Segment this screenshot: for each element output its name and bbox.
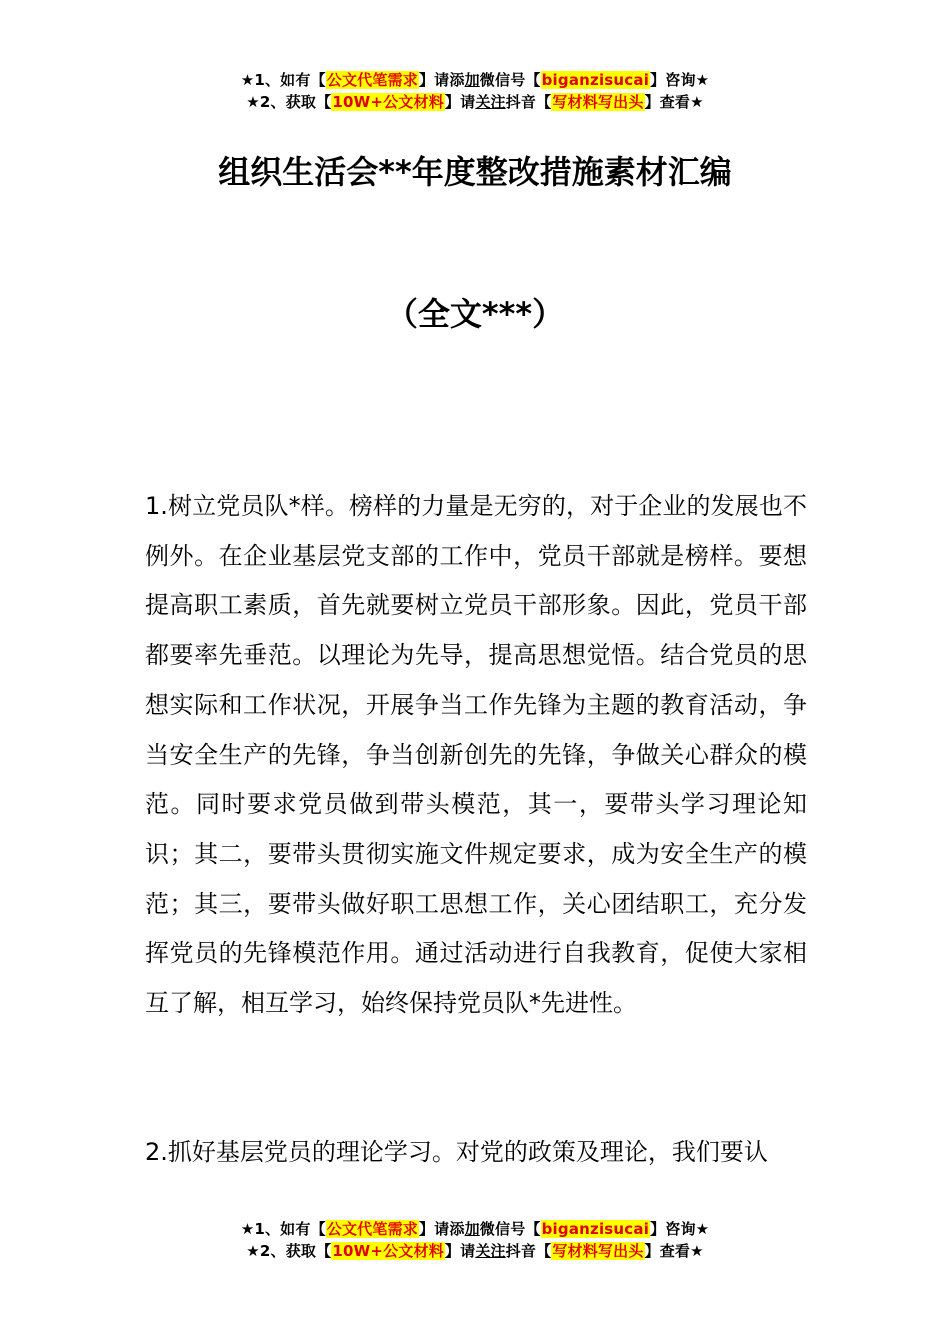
banner-text: 】请添 — [418, 71, 465, 89]
banner-text: 抖音【 — [505, 93, 552, 111]
banner-text-underlined: 关注 — [475, 93, 506, 111]
banner-text: 】查看★ — [644, 1242, 704, 1260]
banner-text: ★2、获取【 — [246, 1242, 332, 1260]
highlight-materials: 10W+公文材料 — [332, 93, 444, 111]
banner-line-2 — [0, 91, 950, 113]
banner-text: 微信号【 — [479, 1220, 541, 1238]
banner-text: 】查看★ — [644, 93, 704, 111]
highlight-douyin: 写材料写出头 — [552, 1242, 644, 1260]
banner-text: 】请添 — [418, 1220, 465, 1238]
highlight-materials: 10W+公文材料 — [332, 1242, 444, 1260]
banner-text: 】请 — [444, 93, 476, 111]
banner-text: 】请 — [444, 1242, 476, 1260]
highlight-wechat-id: biganzisucai — [541, 1220, 650, 1238]
banner-text: 抖音【 — [505, 1242, 552, 1260]
banner-text: ★1、如有【 — [240, 71, 326, 89]
highlight-service: 公文代笔需求 — [326, 1220, 418, 1238]
banner-line-2 — [0, 1240, 950, 1262]
banner-line-1 — [0, 1218, 950, 1240]
banner-text: 】咨询★ — [650, 1220, 710, 1238]
highlight-douyin: 写材料写出头 — [552, 93, 644, 111]
banner-text: 】咨询★ — [650, 71, 710, 89]
banner-text-underlined: 加 — [464, 1220, 480, 1238]
header-banner — [0, 69, 950, 113]
document-subtitle: （全文***） — [385, 295, 565, 333]
footer-banner — [0, 1218, 950, 1262]
paragraph-2: 2.抓好基层党员的理论学习。对党的政策及理论，我们要认 — [145, 1138, 768, 1166]
banner-text: ★1、如有【 — [240, 1220, 326, 1238]
banner-text-underlined: 关注 — [475, 1242, 506, 1260]
banner-text: 微信号【 — [479, 71, 541, 89]
paragraph-1: 1.树立党员队*样。榜样的力量是无穷的，对于企业的发展也不例外。在企业基层党支部的工作中，党员干部就是榜样。要想提高职工素质，首先就要树立党员干部形象。因此，党员干部都要率先垂范。以理论为先导，提高思想觉悟。结合党员的思想实际和工作状况，开展争当工作先锋为主题的教育活动，争当安全生产的先锋，争当创新创先的先锋，争做关心群众的模范。同时要求党员做到带头模范，其一，要带头学习理论知识；其二，要带头贯彻实施文件规定要求，成为安全生产的模范；其三，要带头做好职工思想工作，关心团结职工，充分发挥党员的先锋模范作用。通过活动进行自我教育，促使大家相互了解，相互学习，始终保持党员队*先进性。 — [145, 492, 807, 1018]
highlight-service: 公文代笔需求 — [326, 71, 418, 89]
banner-line-1 — [0, 69, 950, 91]
banner-text: ★2、获取【 — [246, 93, 332, 111]
highlight-wechat-id: biganzisucai — [541, 71, 650, 89]
document-title: 组织生活会**年度整改措施素材汇编 — [218, 153, 732, 191]
banner-text-underlined: 加 — [464, 71, 480, 89]
